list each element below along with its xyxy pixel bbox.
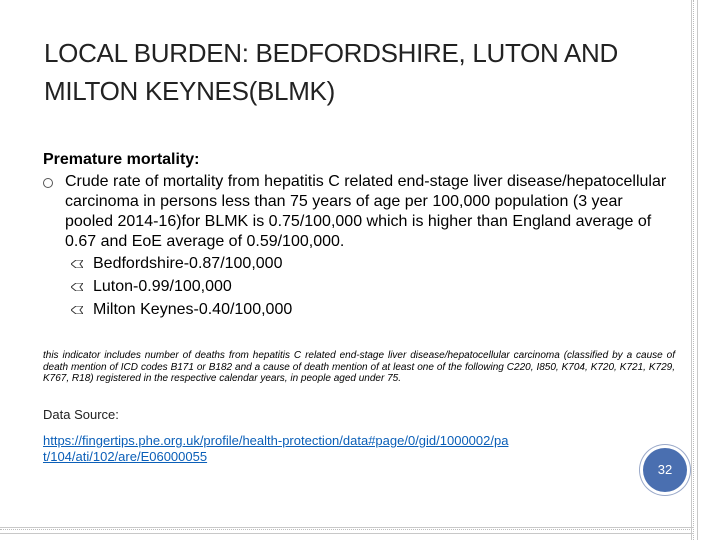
section-heading: Premature mortality: [43, 151, 200, 168]
sub-bullet-text: Luton-0.99/100,000 [93, 278, 232, 295]
ribbon-bullet-icon [71, 260, 83, 268]
circle-bullet-icon [43, 178, 53, 188]
data-source-link[interactable]: https://fingertips.phe.org.uk/profile/health-protection/data#page/0/gid/1000002/pat/104/ati/102/are/E06000055 [43, 433, 509, 464]
sub-bullet-list [43, 252, 683, 321]
sub-bullet-text: Bedfordshire-0.87/100,000 [93, 255, 283, 272]
ribbon-bullet-icon [71, 283, 83, 291]
slide-frame-right [691, 0, 698, 540]
list-item [43, 252, 683, 275]
ribbon-bullet-icon [71, 306, 83, 314]
list-item [43, 298, 683, 321]
indicator-note: this indicator includes number of deaths from hepatitis C related end-stage liver disease/hepatocellular carcinoma (classified by a cause of death mention of ICD codes B171 or B182 and a cause of death mention of at least one of the following C220, I850, K704, K720, K721, K729, K767, R18) registered in the respective calendar years, in people aged under 75. [43, 350, 675, 384]
slide-frame-bottom [0, 527, 694, 534]
main-bullet [43, 172, 675, 252]
page-number-badge: 32 [643, 448, 687, 492]
data-source-label: Data Source: [43, 407, 119, 422]
main-bullet-text: Crude rate of mortality from hepatitis C related end-stage liver disease/hepatocellular carcinoma in persons less than 75 years of age per 100,000 population (3 year pooled 2014-16)for BLMK is 0.75/100,000 which is higher than England average of 0.67 and EoE average of 0.59/100,000. [65, 173, 667, 250]
slide-title: LOCAL BURDEN: BEDFORDSHIRE, LUTON AND MILTON KEYNES(BLMK) [44, 38, 619, 106]
sub-bullet-text: Milton Keynes-0.40/100,000 [93, 301, 293, 318]
list-item [43, 275, 683, 298]
slide-body [43, 150, 683, 321]
